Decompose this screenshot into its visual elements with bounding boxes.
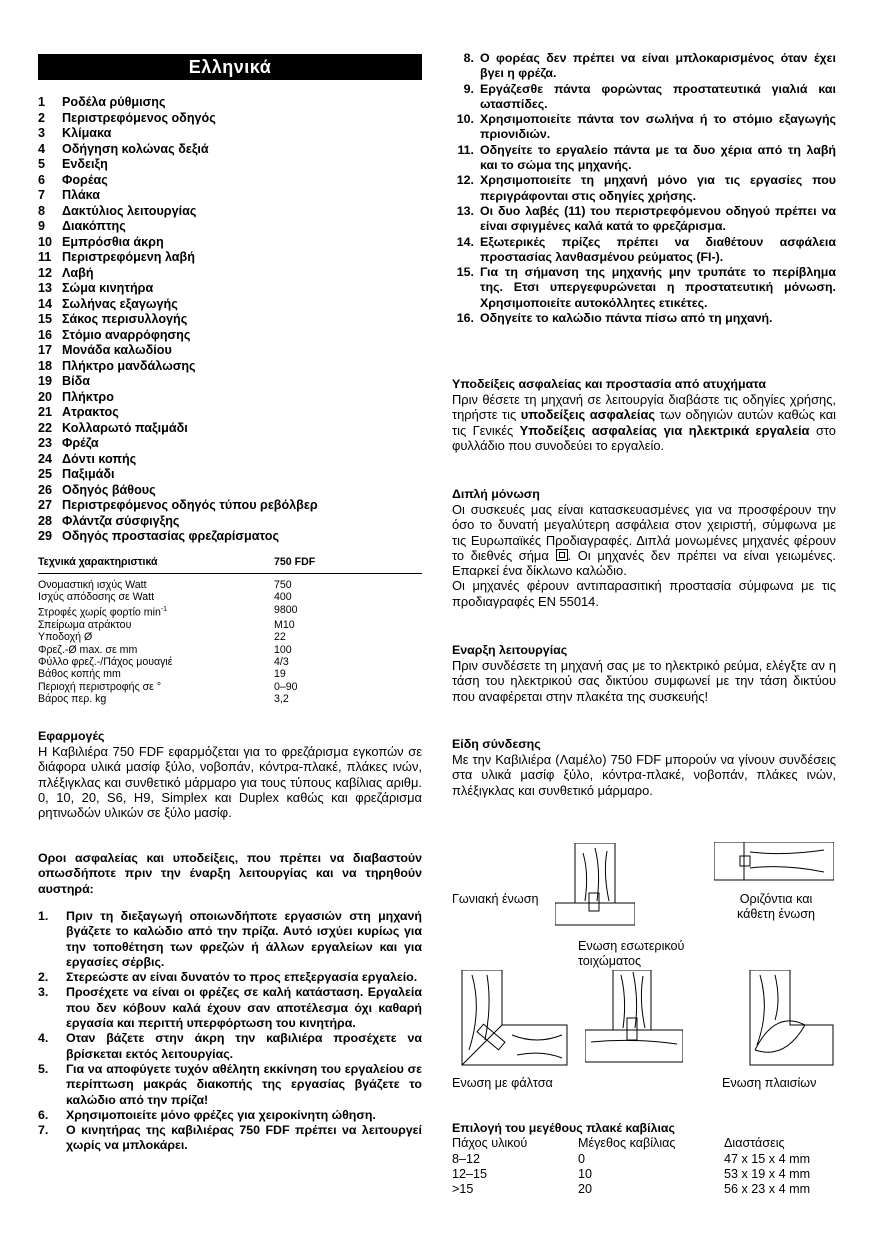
- part-item: [38, 266, 422, 282]
- safety-rules-left: [38, 909, 422, 1154]
- safety-rule-text: Οδηγείτε το καλώδιο πάντα πίσω από τη μηχανή.: [480, 311, 773, 326]
- safety-rule: [450, 265, 836, 311]
- part-item: [38, 328, 422, 344]
- part-number: 2: [38, 110, 46, 125]
- miter-joint-illustration: [457, 970, 572, 1070]
- safety-rule: [38, 1031, 422, 1062]
- dowel-size-thickness: 8–12: [452, 1151, 481, 1166]
- part-label: Δακτύλιος λειτουργίας: [62, 203, 197, 218]
- part-item: [38, 297, 422, 313]
- connections-heading: Είδη σύνδεσης: [452, 737, 541, 751]
- dowel-size-col-size: Μέγεθος καβίλιας: [578, 1136, 676, 1151]
- accident-section: [452, 377, 836, 453]
- technical-data-header-model: 750 FDF: [274, 556, 316, 568]
- double-insulation-text: [452, 502, 836, 578]
- part-label: Εμπρόσθια άκρη: [62, 234, 164, 249]
- applications-heading: Εφαρμογές: [38, 729, 105, 743]
- caption-horizontal-line2: κάθετη ένωση: [737, 907, 816, 921]
- safety-rule: [38, 1123, 422, 1154]
- safety-rule: [450, 311, 836, 326]
- part-number: 28: [38, 513, 53, 528]
- technical-data-label: [38, 656, 274, 668]
- parts-list: [38, 95, 422, 545]
- safety-rule: [450, 112, 836, 143]
- safety-rule: [450, 204, 836, 235]
- part-label: Κολλαρωτό παξιμάδι: [62, 420, 188, 435]
- technical-data-row: [38, 619, 422, 631]
- part-label: Σάκος περισυλλογής: [62, 312, 188, 326]
- startup-heading: Εναρξη λειτουργίας: [452, 643, 568, 657]
- part-number: 4: [38, 141, 46, 156]
- technical-data-row: [38, 591, 422, 603]
- part-item: [38, 359, 422, 375]
- part-item: [38, 204, 422, 220]
- part-label: Περιστρεφόμενος οδηγός τύπου ρεβόλβερ: [62, 498, 318, 512]
- technical-data-row: [38, 604, 422, 619]
- technical-data-label: [38, 668, 274, 680]
- technical-data-value: 4/3: [274, 655, 289, 668]
- technical-data-label: [38, 579, 274, 591]
- part-number: 1: [38, 95, 46, 109]
- safety-rule: [38, 1108, 422, 1123]
- dowel-size-dimensions: 56 x 23 x 4 mm: [724, 1182, 811, 1197]
- dowel-size-col-thickness: Πάχος υλικού: [452, 1136, 528, 1151]
- accident-text: [452, 392, 836, 453]
- safety-rule-number: 13.: [456, 203, 474, 218]
- part-label: Λαβή: [62, 265, 94, 280]
- technical-data-label: [38, 681, 274, 693]
- caption-inner-line2: τοιχώματος: [578, 954, 642, 968]
- part-label: Κλίμακα: [62, 126, 112, 140]
- part-label: Οδήγηση κολώνας δεξιά: [62, 141, 209, 156]
- safety-rule-number: 14.: [456, 234, 474, 249]
- part-label: Φλάντζα σύσφιγξης: [62, 513, 180, 528]
- part-number: 9: [38, 219, 46, 233]
- caption-horizontal-line1: Οριζόντια και: [739, 892, 813, 906]
- part-number: 10: [38, 234, 53, 249]
- dowel-size-row: [452, 1182, 836, 1197]
- safety-rule-text: Ο φορέας δεν πρέπει να είναι μπλοκαρισμένος όταν έχει βγει η φρέζα.: [480, 51, 836, 81]
- technical-data-label: [38, 619, 274, 631]
- technical-data-header-label: Τεχνικά χαρακτηριστικά: [38, 556, 158, 568]
- caption-miter: Ενωση με φάλτσα: [452, 1076, 553, 1090]
- technical-data-value: 3,2: [274, 693, 289, 706]
- dowel-size-dimensions: 47 x 15 x 4 mm: [724, 1151, 811, 1166]
- part-item: [38, 142, 422, 158]
- safety-intro: [38, 851, 422, 897]
- safety-rule-text: Χρησιμοποιείτε τη μηχανή μόνο για τις εργασίες που περιγράφονται στις οδηγίες χρήσης.: [480, 173, 836, 203]
- frame-joint-illustration: [745, 970, 835, 1070]
- technical-data-label-text: Υποδοχή Ø: [38, 631, 93, 644]
- inner-wall-joint-illustration: [585, 970, 683, 1070]
- part-label: Ατρακτος: [62, 405, 119, 419]
- part-number: 14: [38, 296, 53, 311]
- safety-intro-text: Οροι ασφαλείας και υποδείξεις, που πρέπει να διαβαστούν οπωσδήποτε πριν την έναρξη λειτουργίας και να τηρηθούν αυστηρά:: [38, 851, 422, 896]
- safety-rule-text: Οι δυο λαβές (11) του περιστρεφόμενου οδηγού πρέπει να είναι σφιγμένες καλά κατά το φρεζάρισμα.: [480, 203, 836, 234]
- dowel-size-header-row: [452, 1136, 836, 1151]
- part-label: Βίδα: [62, 374, 90, 388]
- technical-data-header: [38, 556, 422, 574]
- part-number: 6: [38, 172, 46, 187]
- part-label: Σώμα κινητήρα: [62, 281, 154, 295]
- startup-section: [452, 643, 836, 704]
- safety-rule-number: 6.: [38, 1107, 49, 1122]
- technical-data-value: 9800: [274, 603, 298, 616]
- safety-rule-text: Χρησιμοποιείτε μόνο φρέζες για χειροκίνητη ώθηση.: [66, 1107, 376, 1122]
- caption-horizontal: [737, 892, 815, 922]
- double-insulation-section: [452, 487, 836, 609]
- safety-rule-number: 15.: [456, 265, 474, 280]
- part-item: [38, 250, 422, 266]
- part-item: [38, 498, 422, 514]
- safety-rule-number: 9.: [463, 81, 474, 96]
- part-label: Πλήκτρο: [62, 389, 114, 404]
- part-label: Φορέας: [62, 172, 108, 187]
- technical-data-label-text: Βάθος κοπής mm: [38, 668, 121, 681]
- accident-text-1: Πριν θέσετε τη μηχανή σε λειτουργία διαβάστε τις οδηγίες χρήσης, τηρήστε τις: [452, 392, 836, 423]
- safety-rule-number: 1.: [38, 909, 49, 923]
- technical-data-value: 0–90: [274, 680, 298, 693]
- technical-data-label: [38, 604, 274, 619]
- safety-rule: [38, 909, 422, 970]
- technical-data-label-text: Ισχύς απόδοσης σε Watt: [38, 591, 155, 604]
- part-number: 18: [38, 358, 53, 373]
- part-label: Πλήκτρο μανδάλωσης: [62, 358, 196, 373]
- technical-data-label-text: Βάρος περ. kg: [38, 693, 107, 706]
- part-number: 7: [38, 188, 46, 202]
- part-number: 8: [38, 203, 46, 218]
- part-item: [38, 390, 422, 406]
- technical-data-value: 19: [274, 668, 286, 681]
- dowel-size-dimensions: 53 x 19 x 4 mm: [724, 1166, 811, 1181]
- safety-rule-text: Για να αποφύγετε τυχόν αθέλητη εκκίνηση του εργαλείου σε περίπτωση μακράς διακοπής της εργασίας βγάζετε το καλώδιο από την πρίζα!: [66, 1061, 422, 1107]
- part-label: Ενδειξη: [62, 157, 108, 171]
- technical-data-row: [38, 644, 422, 656]
- part-number: 16: [38, 327, 53, 342]
- part-number: 29: [38, 529, 53, 543]
- dowel-size-value: 20: [578, 1182, 593, 1197]
- part-item: [38, 483, 422, 499]
- safety-rule-text: Προσέχετε να είναι οι φρέζες σε καλή κατάσταση. Εργαλεία που δεν κόβουν καλά έχουν σαν αποτέλεσμα όχι καθαρή εργασία και περιττή υπερφόρτωση του κινητήρα.: [66, 985, 422, 1031]
- technical-data-label: [38, 693, 274, 705]
- part-item: [38, 529, 422, 545]
- technical-data-value: 400: [274, 591, 292, 604]
- part-item: [38, 343, 422, 359]
- technical-data-row: [38, 656, 422, 668]
- safety-rule-text: Οδηγείτε το εργαλείο πάντα με τα δυο χέρια από τη λαβή και το σώμα της μηχανής.: [480, 142, 836, 173]
- dowel-size-value: 0: [578, 1151, 586, 1166]
- part-label: Περιστρεφόμενος οδηγός: [62, 110, 216, 125]
- safety-rule-number: 16.: [456, 311, 474, 326]
- safety-rule-text: Στερεώστε αν είναι δυνατόν το προς επεξεργασία εργαλείο.: [66, 970, 418, 985]
- dowel-size-col-dimensions: Διαστάσεις: [724, 1136, 785, 1151]
- safety-rule: [450, 143, 836, 174]
- technical-data-value: 750: [274, 579, 292, 591]
- part-number: 19: [38, 374, 53, 388]
- double-insulation-symbol-icon: [556, 549, 568, 561]
- part-item: [38, 219, 422, 235]
- dowel-size-row: [452, 1152, 836, 1167]
- safety-rule-number: 2.: [38, 970, 49, 985]
- part-item: [38, 95, 422, 111]
- safety-rule-text: Για τη σήμανση της μηχανής μην τρυπάτε το περίβλημα της. Ετσι υπεργεφυρώνεται η προστατευτική μόνωση. Χρησιμοποιείτε αυτοκόλλητες ετικέτες.: [480, 265, 836, 310]
- safety-rule: [450, 235, 836, 266]
- safety-rule-number: 3.: [38, 985, 49, 1000]
- technical-data-label-text: Ονομαστική ισχύς Watt: [38, 579, 147, 591]
- language-title: Ελληνικά: [38, 54, 422, 80]
- caption-corner: Γωνιακή ένωση: [452, 892, 539, 906]
- safety-rule-number: 7.: [38, 1123, 49, 1138]
- safety-rule-text: Πριν τη διεξαγωγή οποιωνδήποτε εργασιών στη μηχανή βγάζετε το καλώδιο από την πρίζα. Αυτό ισχύει κυρίως για την τοποθέτηση των φρεζών ή άλλων εργαλείων και για εργασίες σέρβις.: [66, 909, 422, 969]
- part-number: 12: [38, 265, 53, 280]
- technical-data-label-text: Σπείρωμα ατράκτου: [38, 618, 132, 631]
- technical-data-label-sup: -1: [160, 605, 168, 613]
- safety-rule: [450, 82, 836, 113]
- part-number: 5: [38, 157, 46, 171]
- double-insulation-text-p2: Οι μηχανές φέρουν αντιπαρασιτική προστασία σύμφωνα με τις προδιαγραφές EN 55014.: [452, 578, 836, 609]
- technical-data-row: [38, 693, 422, 705]
- part-number: 17: [38, 343, 53, 357]
- part-number: 25: [38, 467, 53, 481]
- part-item: [38, 173, 422, 189]
- part-label: Στόμιο αναρρόφησης: [62, 327, 191, 342]
- accident-heading: Υποδείξεις ασφαλείας και προστασία από ατυχήματα: [452, 377, 766, 391]
- corner-joint-illustration: [555, 843, 635, 933]
- part-number: 26: [38, 482, 53, 497]
- safety-rule: [38, 970, 422, 985]
- dowel-size-thickness: 12–15: [452, 1166, 488, 1181]
- part-number: 22: [38, 420, 53, 435]
- part-label: Ροδέλα ρύθμισης: [62, 95, 166, 109]
- safety-rule: [38, 985, 422, 1031]
- dowel-size-row: [452, 1167, 836, 1182]
- technical-data-label: [38, 644, 274, 656]
- part-label: Διακόπτης: [62, 219, 126, 233]
- caption-inner-line1: Ενωση εσωτερικού: [578, 939, 685, 953]
- part-label: Παξιμάδι: [62, 467, 115, 481]
- connections-text: Με την Καβιλιέρα (Λαμέλο) 750 FDF μπορούν να γίνουν συνδέσεις στα υλικά μασίφ ξύλο, κόντρα-πλακέ, νοβοπάν, πλάκες ινών, πλέξιγκλας και συνθετικό μάρμαρο.: [452, 752, 836, 798]
- part-label: Σωλήνας εξαγωγής: [62, 296, 178, 311]
- connections-section: [452, 737, 836, 798]
- applications-section: [38, 729, 422, 820]
- accident-bold-2: Υποδείξεις ασφαλείας για ηλεκτρικά εργαλεία: [519, 422, 810, 438]
- safety-rule-number: 5.: [38, 1061, 49, 1076]
- part-item: [38, 157, 422, 173]
- double-insulation-heading: Διπλή μόνωση: [452, 487, 540, 501]
- dowel-size-value: 10: [578, 1166, 593, 1181]
- technical-data-label-text: Φύλλο φρεζ.-/Πάχος μουαγιέ: [38, 655, 173, 668]
- part-number: 20: [38, 389, 53, 404]
- part-item: [38, 374, 422, 390]
- horizontal-joint-illustration: [714, 842, 834, 892]
- part-item: [38, 281, 422, 297]
- startup-text: Πριν συνδέσετε τη μηχανή σας με το ηλεκτρικό ρεύμα, ελέγξτε αν η τάση του ηλεκτρικού σας δικτύου συμφωνεί με την τάση δικτύου που αναφέρεται στην πλακέτα της συσκευής!: [452, 658, 836, 704]
- technical-data-row: [38, 668, 422, 680]
- part-item: [38, 467, 422, 483]
- dowel-size-heading: Επιλογή του μεγέθους πλακέ καβίλιας: [452, 1121, 675, 1135]
- part-number: 23: [38, 436, 53, 450]
- part-number: 24: [38, 451, 53, 466]
- technical-data-label-text: Περιοχή περιστροφής σε °: [38, 680, 162, 693]
- caption-inner: [578, 939, 684, 969]
- technical-data-label-text: Φρεζ.-Ø max. σε mm: [38, 643, 138, 656]
- safety-rule-text: Οταν βάζετε στην άκρη την καβιλιέρα προσέχετε να βρίσκεται εκτός λειτουργίας.: [66, 1031, 422, 1061]
- technical-data-row: [38, 631, 422, 643]
- safety-rule-number: 12.: [456, 173, 474, 188]
- technical-data-row: [38, 681, 422, 693]
- part-item: [38, 452, 422, 468]
- applications-text: Η Καβιλιέρα 750 FDF εφαρμόζεται για το φρεζάρισμα εγκοπών σε διάφορα υλικά μασίφ ξύλο, νοβοπάν, κόντρα-πλακέ, πλάκες ινών, πλέξιγκλας και συνθετικό μάρμαρο για τους τύπους καβίλιας αριθμ. 0, 10, 20, S6, H9, Simplex και Duplex καθώς και φρεζάρισμα ρητινωδών υλικών σε ξύλο μασίφ.: [38, 744, 422, 821]
- technical-data-row: [38, 579, 422, 591]
- safety-rule-text: Χρησιμοποιείτε πάντα τον σωλήνα ή το στόμιο εξαγωγής πριονιδιών.: [480, 112, 836, 142]
- safety-rule: [450, 51, 836, 82]
- part-number: 11: [38, 250, 52, 264]
- accident-bold-1: υποδείξεις ασφαλείας: [520, 407, 656, 423]
- part-number: 27: [38, 498, 53, 512]
- technical-data-label: [38, 631, 274, 643]
- safety-rule-number: 11.: [457, 142, 474, 157]
- part-label: Περιστρεφόμενη λαβή: [62, 250, 195, 264]
- part-item: [38, 111, 422, 127]
- double-insulation-text-2: . Οι μηχανές δεν πρέπει να είναι γειωμένες. Επαρκεί ένα δίκλωνο καλώδιο.: [452, 547, 837, 579]
- part-label: Μονάδα καλωδίου: [62, 343, 172, 357]
- technical-data-label: [38, 591, 274, 603]
- part-item: [38, 188, 422, 204]
- accident-text-3: στο φυλλάδιο που συνοδεύει το εργαλείο.: [452, 422, 836, 453]
- safety-rules-right: [450, 51, 836, 326]
- safety-rule-text: Εργάζεσθε πάντα φορώντας προστατευτικά γιαλιά και ωτασπίδες.: [480, 81, 836, 111]
- safety-rule: [450, 173, 836, 204]
- safety-rule-number: 4.: [38, 1031, 49, 1046]
- part-label: Οδηγός βάθους: [62, 482, 156, 497]
- caption-frame: Ενωση πλαισίων: [722, 1076, 817, 1090]
- safety-rule-number: 10.: [456, 112, 474, 127]
- part-item: [38, 436, 422, 452]
- safety-rule-number: 8.: [463, 51, 474, 65]
- safety-rule-text: Ο κινητήρας της καβιλιέρας 750 FDF πρέπει να λειτουργεί χωρίς να μπλοκάρει.: [66, 1123, 422, 1153]
- part-item: [38, 421, 422, 437]
- technical-data-label-text: Στροφές χωρίς φορτίο min: [38, 606, 161, 619]
- part-label: Δόντι κοπής: [62, 451, 137, 466]
- technical-data-value: 22: [274, 631, 286, 644]
- technical-data-table: [38, 556, 422, 706]
- part-number: 15: [38, 312, 53, 326]
- part-label: Φρέζα: [62, 436, 99, 450]
- part-number: 3: [38, 126, 46, 140]
- part-item: [38, 126, 422, 142]
- technical-data-value: M10: [274, 618, 295, 631]
- part-item: [38, 514, 422, 530]
- accident-text-2: των οδηγιών αυτών καθώς και τις Γενικές: [452, 407, 837, 438]
- dowel-size-table: [452, 1121, 836, 1197]
- part-label: Οδηγός προστασίας φρεζαρίσματος: [62, 529, 280, 543]
- part-label: Πλάκα: [62, 188, 101, 202]
- technical-data-value: 100: [274, 643, 292, 656]
- safety-rule: [38, 1062, 422, 1108]
- part-item: [38, 312, 422, 328]
- dowel-size-thickness: >15: [452, 1182, 474, 1197]
- part-number: 13: [38, 281, 53, 295]
- part-number: 21: [38, 405, 53, 419]
- safety-rule-text: Εξωτερικές πρίζες πρέπει να διαθέτουν ασφάλεια προστασίας λανθασμένου ρεύματος (FI-).: [480, 234, 836, 264]
- part-item: [38, 235, 422, 251]
- part-item: [38, 405, 422, 421]
- double-insulation-text-1: Οι συσκευές μας είναι κατασκευασμένες για να προσφέρουν την όσο το δυνατή μεγαλύτερη ασφάλεια στον χειριστή, σύμφωνα με τις Ευρωπαϊκές Προδιαγραφές. Διπλά μονωμένες μηχανές φέρουν το διεθνές σήμα: [452, 502, 836, 563]
